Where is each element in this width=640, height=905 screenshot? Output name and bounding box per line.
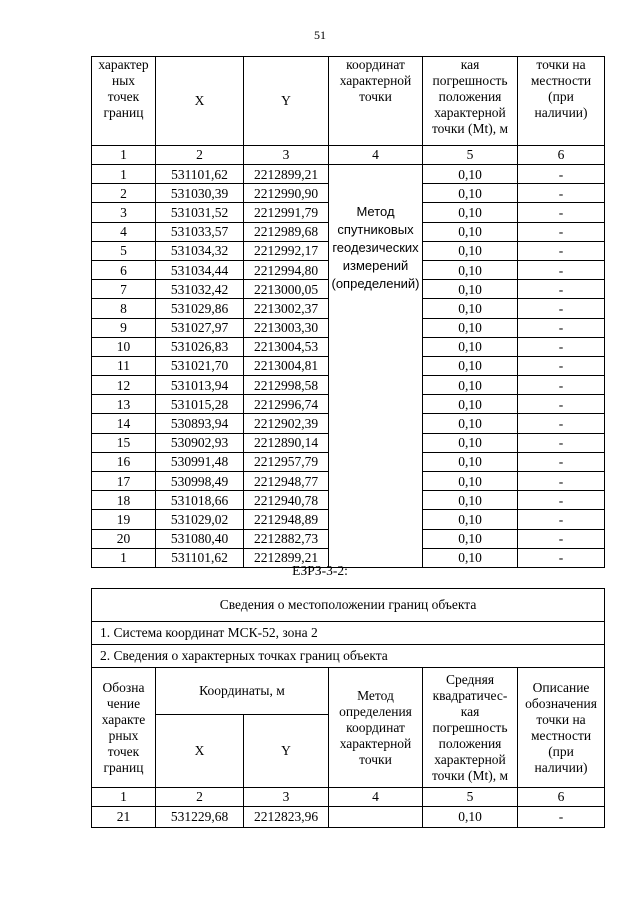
description-value: - — [518, 472, 605, 491]
table-header-row — [92, 57, 605, 146]
x-coordinate: 531018,66 — [156, 491, 244, 510]
y-coordinate: 2212882,73 — [244, 529, 329, 548]
point-number: 12 — [92, 376, 156, 395]
x-coordinate: 531027,97 — [156, 318, 244, 337]
error-value: 0,10 — [423, 433, 518, 452]
y-coordinate: 2212899,21 — [244, 165, 329, 184]
header-y — [244, 57, 329, 146]
header-error-text: Средняя квадратичес- кая погрешность положения характерной точки (Mt), м — [431, 671, 509, 783]
coordinates-table-2 — [91, 588, 605, 828]
point-number: 7 — [92, 280, 156, 299]
description-value: - — [518, 414, 605, 433]
y-coordinate: 2213000,05 — [244, 280, 329, 299]
col-num-6: 6 — [518, 146, 605, 165]
description-value: - — [518, 433, 605, 452]
error-value: 0,10 — [423, 491, 518, 510]
method-cell — [329, 165, 423, 568]
y-coordinate: 2213004,81 — [244, 356, 329, 375]
point-number: 1 — [92, 548, 156, 567]
description-value: - — [518, 184, 605, 203]
error-value: 0,10 — [423, 260, 518, 279]
y-coordinate: 2212992,17 — [244, 241, 329, 260]
point-number: 10 — [92, 337, 156, 356]
coordinates-table-1 — [91, 56, 605, 568]
description-value: - — [518, 356, 605, 375]
col-num-4: 4 — [329, 146, 423, 165]
header-designation-text: характер ных точек границ — [98, 57, 149, 120]
col-num-1: 1 — [92, 788, 156, 807]
error-value: 0,10 — [423, 414, 518, 433]
description-value: - — [518, 280, 605, 299]
y-coordinate: 2212998,58 — [244, 376, 329, 395]
description-value: - — [518, 452, 605, 471]
description-value: - — [518, 203, 605, 222]
error-value: 0,10 — [423, 184, 518, 203]
col-num-3: 3 — [244, 788, 329, 807]
header-coordinates: Координаты, м — [156, 668, 329, 715]
error-value: 0,10 — [423, 395, 518, 414]
point-number: 9 — [92, 318, 156, 337]
header-description — [518, 668, 605, 788]
point-number: 8 — [92, 299, 156, 318]
points-heading-row — [92, 645, 605, 668]
header-row-1 — [92, 668, 605, 715]
coordinate-system: 1. Система координат МСК-52, зона 2 — [92, 622, 605, 645]
description-value: - — [518, 510, 605, 529]
y-coordinate: 2212899,21 — [244, 548, 329, 567]
x-coordinate: 530893,94 — [156, 414, 244, 433]
error-value: 0,10 — [423, 807, 518, 828]
error-value: 0,10 — [423, 241, 518, 260]
point-number: 18 — [92, 491, 156, 510]
point-number: 6 — [92, 260, 156, 279]
description-value: - — [518, 376, 605, 395]
point-number: 16 — [92, 452, 156, 471]
description-value: - — [518, 395, 605, 414]
description-value: - — [518, 260, 605, 279]
description-value: - — [518, 491, 605, 510]
x-coordinate: 531013,94 — [156, 376, 244, 395]
y-coordinate: 2212823,96 — [244, 807, 329, 828]
error-value: 0,10 — [423, 529, 518, 548]
error-value: 0,10 — [423, 452, 518, 471]
x-coordinate: 530991,48 — [156, 452, 244, 471]
error-value: 0,10 — [423, 548, 518, 567]
y-coordinate: 2212902,39 — [244, 414, 329, 433]
description-value: - — [518, 318, 605, 337]
point-number: 14 — [92, 414, 156, 433]
y-coordinate: 2212948,89 — [244, 510, 329, 529]
x-coordinate: 531026,83 — [156, 337, 244, 356]
x-coordinate: 531229,68 — [156, 807, 244, 828]
header-error — [423, 57, 518, 146]
x-coordinate: 531032,42 — [156, 280, 244, 299]
description-value: - — [518, 529, 605, 548]
method-text: Метод спутниковых геодезических измерений (определений) — [331, 204, 420, 291]
table-title-row — [92, 589, 605, 622]
point-number: 5 — [92, 241, 156, 260]
error-value: 0,10 — [423, 165, 518, 184]
description-value: - — [518, 165, 605, 184]
point-number: 21 — [92, 807, 156, 828]
x-coordinate: 531034,32 — [156, 241, 244, 260]
point-number: 19 — [92, 510, 156, 529]
error-value: 0,10 — [423, 203, 518, 222]
coordinate-system-row — [92, 622, 605, 645]
error-value: 0,10 — [423, 510, 518, 529]
description-value: - — [518, 548, 605, 567]
header-method — [329, 668, 423, 788]
y-coordinate: 2213002,37 — [244, 299, 329, 318]
x-coordinate: 531033,57 — [156, 222, 244, 241]
point-number: 11 — [92, 356, 156, 375]
y-coordinate: 2213004,53 — [244, 337, 329, 356]
x-coordinate: 531101,62 — [156, 548, 244, 567]
section-caption: ЕЗРЗ-3-2: — [292, 563, 348, 578]
y-coordinate: 2212989,68 — [244, 222, 329, 241]
col-num-4: 4 — [329, 788, 423, 807]
header-designation — [92, 668, 156, 788]
y-coordinate: 2212948,77 — [244, 472, 329, 491]
x-coordinate: 531029,02 — [156, 510, 244, 529]
x-coordinate: 531031,52 — [156, 203, 244, 222]
col-num-2: 2 — [156, 788, 244, 807]
y-coordinate: 2213003,30 — [244, 318, 329, 337]
column-number-row — [92, 788, 605, 807]
col-num-5: 5 — [423, 146, 518, 165]
y-coordinate: 2212991,79 — [244, 203, 329, 222]
error-value: 0,10 — [423, 356, 518, 375]
point-number: 3 — [92, 203, 156, 222]
col-num-2: 2 — [156, 146, 244, 165]
points-heading: 2. Сведения о характерных точках границ объекта — [92, 645, 605, 668]
header-error — [423, 668, 518, 788]
col-num-6: 6 — [518, 788, 605, 807]
table-row — [92, 165, 605, 184]
y-coordinate: 2212994,80 — [244, 260, 329, 279]
header-description — [518, 57, 605, 146]
description-value: - — [518, 337, 605, 356]
error-value: 0,10 — [423, 472, 518, 491]
header-x: X — [156, 715, 244, 788]
error-value: 0,10 — [423, 222, 518, 241]
header-description-text: точки на местности (при наличии) — [530, 57, 592, 120]
description-value: - — [518, 807, 605, 828]
header-y-text: Y — [281, 93, 291, 108]
header-method — [329, 57, 423, 146]
point-number: 20 — [92, 529, 156, 548]
header-y: Y — [244, 715, 329, 788]
point-number: 1 — [92, 165, 156, 184]
header-method-text: координат характерной точки — [339, 57, 412, 104]
point-number: 17 — [92, 472, 156, 491]
error-value: 0,10 — [423, 280, 518, 299]
point-number: 13 — [92, 395, 156, 414]
error-value: 0,10 — [423, 337, 518, 356]
header-x-text: X — [194, 93, 205, 108]
col-num-1: 1 — [92, 146, 156, 165]
x-coordinate: 531015,28 — [156, 395, 244, 414]
description-value: - — [518, 299, 605, 318]
y-coordinate: 2212990,90 — [244, 184, 329, 203]
table-title: Сведения о местоположении границ объекта — [92, 589, 605, 622]
col-num-5: 5 — [423, 788, 518, 807]
y-coordinate: 2212890,14 — [244, 433, 329, 452]
point-number: 4 — [92, 222, 156, 241]
col-num-3: 3 — [244, 146, 329, 165]
x-coordinate: 531080,40 — [156, 529, 244, 548]
header-designation-text: Обозна чение характе рных точек границ — [101, 679, 146, 775]
header-x — [156, 57, 244, 146]
column-number-row — [92, 146, 605, 165]
point-number: 15 — [92, 433, 156, 452]
header-designation — [92, 57, 156, 146]
point-number: 2 — [92, 184, 156, 203]
error-value: 0,10 — [423, 376, 518, 395]
error-value: 0,10 — [423, 299, 518, 318]
x-coordinate: 531029,86 — [156, 299, 244, 318]
header-method-text: Метод определения координат характерной точки — [339, 687, 412, 767]
description-value: - — [518, 222, 605, 241]
x-coordinate: 531030,39 — [156, 184, 244, 203]
header-error-text: кая погрешность положения характерной точки (Mt), м — [431, 57, 509, 136]
y-coordinate: 2212957,79 — [244, 452, 329, 471]
y-coordinate: 2212940,78 — [244, 491, 329, 510]
x-coordinate: 530998,49 — [156, 472, 244, 491]
x-coordinate: 531101,62 — [156, 165, 244, 184]
header-description-text: Описание обозначения точки на местности (при наличии) — [525, 679, 597, 775]
x-coordinate: 531034,44 — [156, 260, 244, 279]
method-value — [329, 807, 423, 828]
page-number: 51 — [314, 28, 326, 42]
y-coordinate: 2212996,74 — [244, 395, 329, 414]
x-coordinate: 531021,70 — [156, 356, 244, 375]
description-value: - — [518, 241, 605, 260]
table-row — [92, 807, 605, 828]
x-coordinate: 530902,93 — [156, 433, 244, 452]
error-value: 0,10 — [423, 318, 518, 337]
